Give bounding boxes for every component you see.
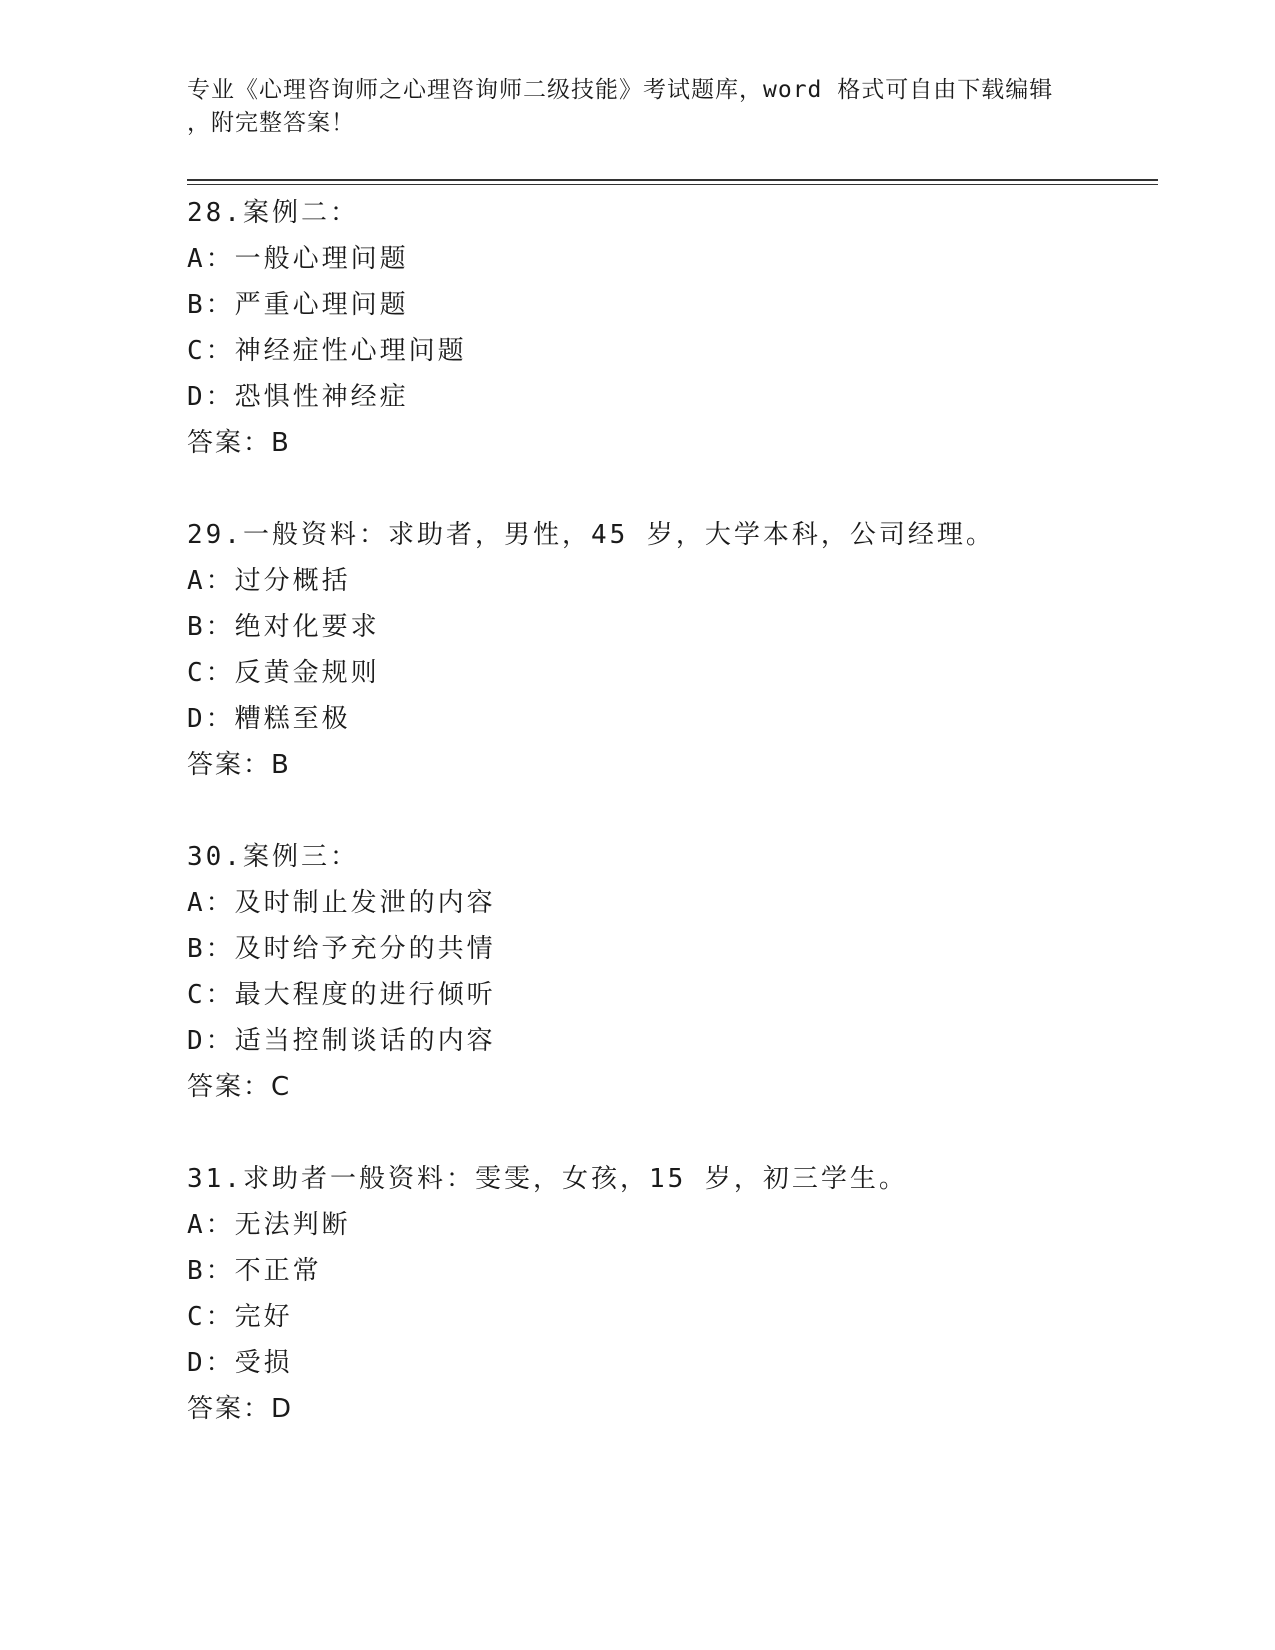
question-stem: 29.一般资料：求助者，男性，45 岁，大学本科，公司经理。 bbox=[187, 520, 995, 550]
option-letter: A： bbox=[187, 244, 235, 274]
option-letter: D： bbox=[187, 1026, 235, 1056]
option-text: 及时制止发泄的内容 bbox=[234, 888, 496, 918]
option-letter: B： bbox=[187, 934, 235, 964]
option-text: 绝对化要求 bbox=[234, 612, 380, 642]
option-d bbox=[187, 1340, 1147, 1386]
answer-line: 答案：B bbox=[187, 428, 291, 458]
option-letter: B： bbox=[187, 290, 235, 320]
option-b bbox=[187, 1248, 1147, 1294]
header-line-2: ，附完整答案！ bbox=[187, 110, 355, 136]
option-b bbox=[187, 926, 1147, 972]
option-d bbox=[187, 1018, 1147, 1064]
option-b bbox=[187, 604, 1147, 650]
question-stem: 28.案例二： bbox=[187, 198, 359, 228]
option-letter: B： bbox=[187, 612, 235, 642]
question-29 bbox=[187, 512, 1147, 788]
option-text: 神经症性心理问题 bbox=[234, 336, 467, 366]
option-text: 恐惧性神经症 bbox=[234, 382, 409, 412]
answer-line: 答案：D bbox=[187, 1394, 294, 1424]
option-text: 受损 bbox=[234, 1348, 293, 1378]
header-line-1: 专业《心理咨询师之心理咨询师二级技能》考试题库，word 格式可自由下载编辑 bbox=[187, 77, 1054, 103]
answer-line: 答案：C bbox=[187, 1072, 292, 1102]
option-letter: D： bbox=[187, 704, 235, 734]
option-letter: C： bbox=[187, 336, 235, 366]
question-31 bbox=[187, 1156, 1147, 1432]
option-a bbox=[187, 558, 1147, 604]
option-a bbox=[187, 880, 1147, 926]
question-stem: 30.案例三： bbox=[187, 842, 359, 872]
header-divider-thick bbox=[187, 179, 1158, 181]
option-text: 一般心理问题 bbox=[234, 244, 409, 274]
option-letter: D： bbox=[187, 382, 235, 412]
option-d bbox=[187, 696, 1147, 742]
option-d bbox=[187, 374, 1147, 420]
option-b bbox=[187, 282, 1147, 328]
option-a bbox=[187, 236, 1147, 282]
option-c bbox=[187, 650, 1147, 696]
option-letter: A： bbox=[187, 888, 235, 918]
option-text: 无法判断 bbox=[234, 1210, 351, 1240]
question-list bbox=[187, 190, 1147, 1478]
option-letter: C： bbox=[187, 1302, 235, 1332]
header-divider-thin bbox=[187, 184, 1158, 185]
option-c bbox=[187, 972, 1147, 1018]
option-letter: C： bbox=[187, 980, 235, 1010]
option-letter: B： bbox=[187, 1256, 235, 1286]
option-text: 最大程度的进行倾听 bbox=[234, 980, 496, 1010]
question-30 bbox=[187, 834, 1147, 1110]
answer-line: 答案：B bbox=[187, 750, 291, 780]
option-text: 适当控制谈话的内容 bbox=[234, 1026, 496, 1056]
question-stem: 31.求助者一般资料：雯雯，女孩，15 岁，初三学生。 bbox=[187, 1164, 908, 1194]
option-letter: A： bbox=[187, 566, 235, 596]
option-text: 过分概括 bbox=[234, 566, 351, 596]
option-text: 完好 bbox=[234, 1302, 293, 1332]
option-letter: D： bbox=[187, 1348, 235, 1378]
option-text: 不正常 bbox=[234, 1256, 322, 1286]
option-text: 及时给予充分的共情 bbox=[234, 934, 496, 964]
option-text: 糟糕至极 bbox=[234, 704, 351, 734]
question-28 bbox=[187, 190, 1147, 466]
option-letter: A： bbox=[187, 1210, 235, 1240]
document-header bbox=[187, 74, 1067, 140]
option-a bbox=[187, 1202, 1147, 1248]
option-c bbox=[187, 328, 1147, 374]
option-letter: C： bbox=[187, 658, 235, 688]
option-text: 反黄金规则 bbox=[234, 658, 380, 688]
option-text: 严重心理问题 bbox=[234, 290, 409, 320]
option-c bbox=[187, 1294, 1147, 1340]
